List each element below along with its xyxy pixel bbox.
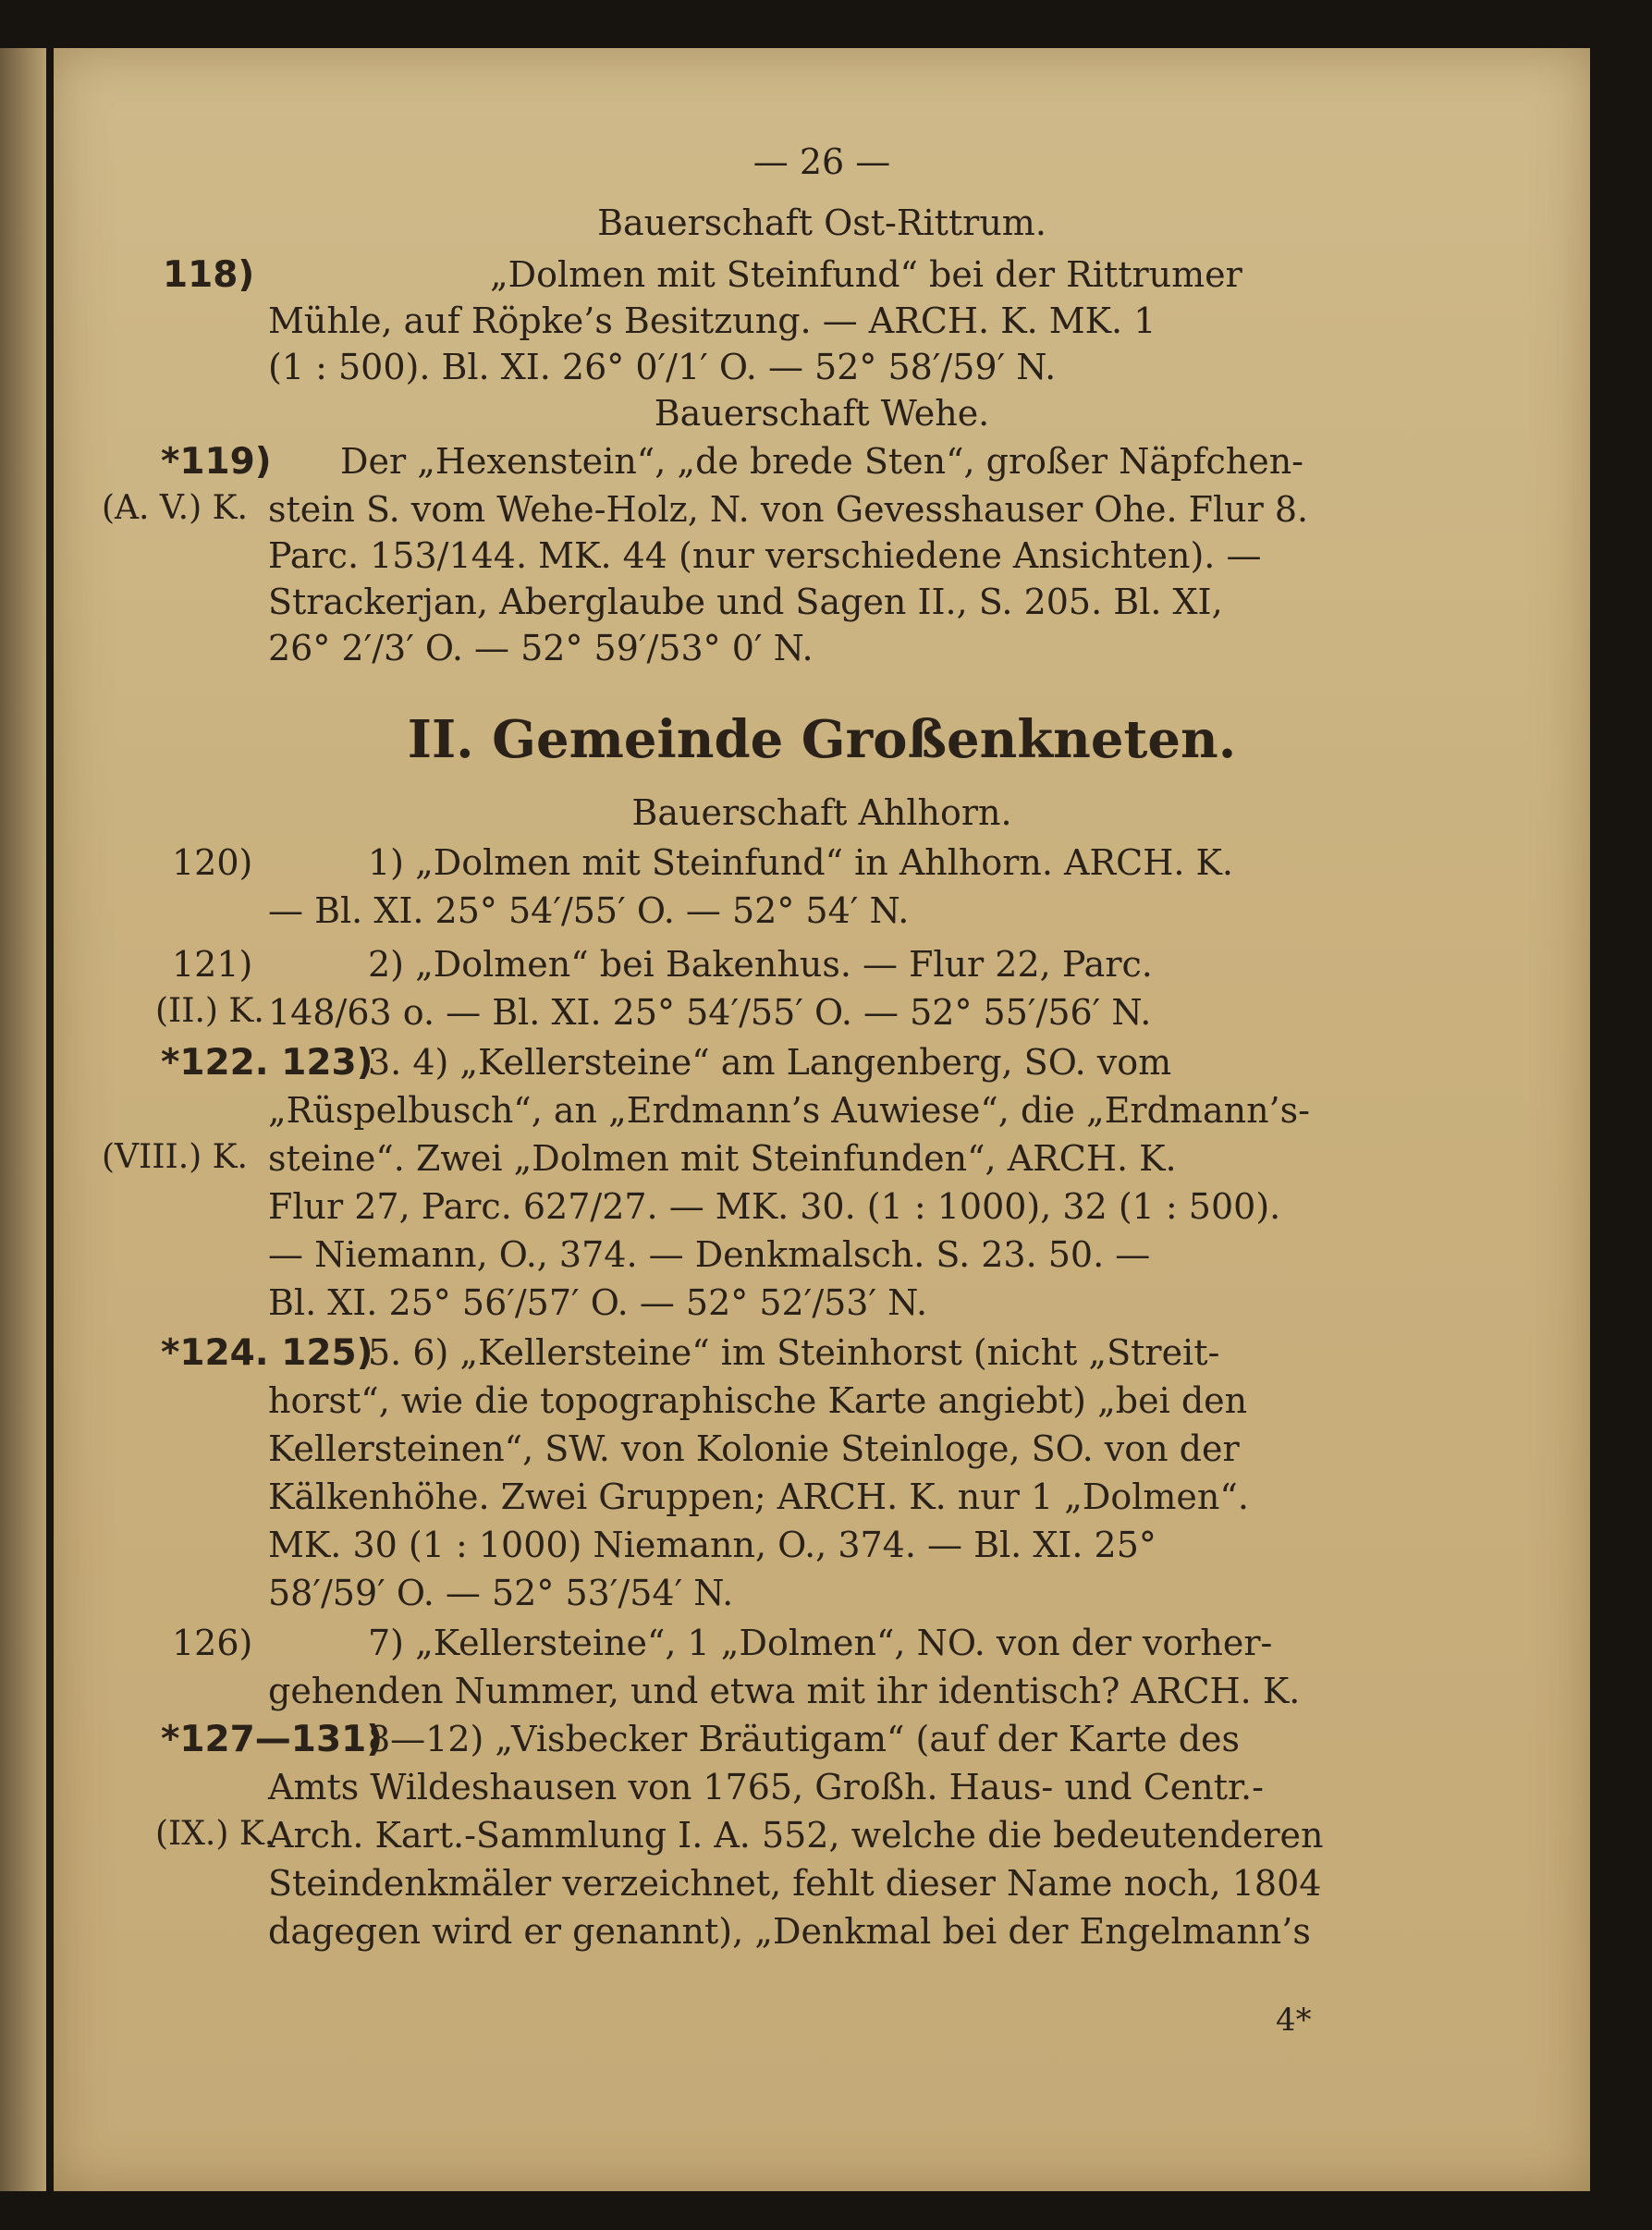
- entry-number: *122. 123): [161, 1042, 373, 1084]
- text-line: Arch. Kart.-Sammlung I. A. 552, welche die bedeutenderen: [268, 1815, 1324, 1856]
- text-line: „Dolmen mit Steinfund“ bei der Rittrumer: [490, 254, 1242, 295]
- signature-mark: 4*: [1276, 2002, 1312, 2039]
- entry-number: *127—131): [161, 1719, 384, 1760]
- section-subheading: Bauerschaft Ost-Rittrum.: [597, 202, 1046, 243]
- adjacent-page-edge: [0, 48, 46, 2191]
- map-reference: (A. V.) K.: [102, 489, 248, 527]
- text-line: 3. 4) „Kellersteine“ am Langenberg, SO. vom: [368, 1042, 1172, 1083]
- text-line: — Bl. XI. 25° 54′/55′ O. — 52° 54′ N.: [268, 890, 910, 931]
- entry-number: 126): [172, 1623, 253, 1663]
- text-line: 5. 6) „Kellersteine“ im Steinhorst (nicht „Streit-: [368, 1332, 1220, 1373]
- text-line: dagegen wird er genannt), „Denkmal bei der Engelmann’s: [268, 1911, 1311, 1952]
- text-line: 148/63 o. — Bl. XI. 25° 54′/55′ O. — 52° 55′/56′ N.: [268, 992, 1152, 1033]
- section-subheading: Bauerschaft Wehe.: [654, 393, 990, 434]
- text-line: „Rüspelbusch“, an „Erdmann’s Auwiese“, die „Erdmann’s-: [268, 1090, 1310, 1131]
- page-number: — 26 —: [753, 141, 891, 182]
- text-line: 2) „Dolmen“ bei Bakenhus. — Flur 22, Parc.: [368, 944, 1153, 985]
- text-line: 58′/59′ O. — 52° 53′/54′ N.: [268, 1573, 734, 1613]
- text-line: — Niemann, O., 374. — Denkmalsch. S. 23. 50. —: [268, 1234, 1151, 1275]
- text-line: Parc. 153/144. MK. 44 (nur verschiedene Ansichten). —: [268, 535, 1262, 576]
- text-line: Steindenkmäler verzeichnet, fehlt dieser Name noch, 1804: [268, 1863, 1322, 1904]
- text-line: MK. 30 (1 : 1000) Niemann, O., 374. — Bl. XI. 25°: [268, 1525, 1156, 1565]
- text-line: 26° 2′/3′ O. — 52° 59′/53° 0′ N.: [268, 628, 814, 668]
- text-line: Amts Wildeshausen von 1765, Großh. Haus- und Centr.-: [268, 1767, 1264, 1807]
- entry-number: 121): [172, 944, 253, 985]
- text-line: horst“, wie die topographische Karte angiebt) „bei den: [268, 1380, 1248, 1421]
- text-line: Kälkenhöhe. Zwei Gruppen; ARCH. K. nur 1 „Dolmen“.: [268, 1476, 1249, 1517]
- map-reference: (IX.) K.: [155, 1815, 275, 1853]
- section-subheading: Bauerschaft Ahlhorn.: [631, 792, 1012, 833]
- text-line: Der „Hexenstein“, „de brede Sten“, großer Näpfchen-: [340, 441, 1304, 482]
- text-line: Bl. XI. 25° 56′/57′ O. — 52° 52′/53′ N.: [268, 1282, 928, 1323]
- entry-number: *124. 125): [161, 1332, 373, 1374]
- text-line: stein S. vom Wehe-Holz, N. von Gevesshauser Ohe. Flur 8.: [268, 489, 1309, 530]
- text-line: 8—12) „Visbecker Bräutigam“ (auf der Karte des: [368, 1719, 1241, 1759]
- text-line: 1) „Dolmen mit Steinfund“ in Ahlhorn. ARCH. K.: [368, 842, 1233, 883]
- text-line: Flur 27, Parc. 627/27. — MK. 30. (1 : 1000), 32 (1 : 500).: [268, 1186, 1281, 1227]
- map-reference: (VIII.) K.: [102, 1138, 248, 1176]
- text-line: Kellersteinen“, SW. von Kolonie Steinloge, SO. von der: [268, 1428, 1240, 1469]
- section-heading: II. Gemeinde Großenkneten.: [407, 709, 1237, 770]
- entry-number: 120): [172, 842, 253, 883]
- text-line: 7) „Kellersteine“, 1 „Dolmen“, NO. von der vorher-: [368, 1623, 1273, 1663]
- text-line: Mühle, auf Röpke’s Besitzung. — ARCH. K. MK. 1: [268, 300, 1156, 341]
- text-line: gehenden Nummer, und etwa mit ihr identisch? ARCH. K.: [268, 1671, 1301, 1711]
- book-page: [54, 48, 1590, 2191]
- entry-number: *119): [161, 441, 272, 483]
- text-line: (1 : 500). Bl. XI. 26° 0′/1′ O. — 52° 58′/59′ N.: [268, 347, 1057, 387]
- map-reference: (II.) K.: [155, 992, 264, 1030]
- text-line: Strackerjan, Aberglaube und Sagen II., S. 205. Bl. XI,: [268, 582, 1223, 622]
- text-line: steine“. Zwei „Dolmen mit Steinfunden“, ARCH. K.: [268, 1138, 1177, 1179]
- entry-number: 118): [163, 254, 255, 296]
